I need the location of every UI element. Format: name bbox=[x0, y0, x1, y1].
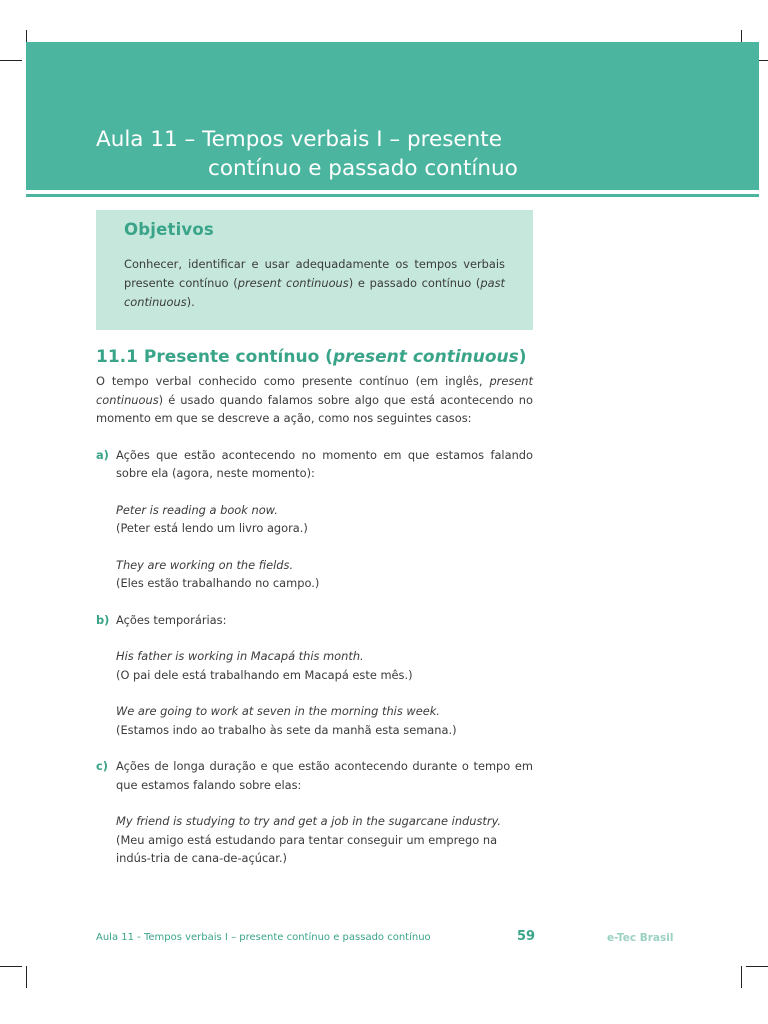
example bbox=[116, 702, 533, 739]
intro-paragraph bbox=[96, 372, 533, 428]
objectives-term: past continuous bbox=[124, 276, 505, 309]
example-translation: (Meu amigo está estudando para tentar conseguir um emprego na indús-tria de cana-de-açúcar.) bbox=[116, 832, 498, 865]
intro-text-part: ) é usado quando falamos sobre algo que está acontecendo no momento em que se descreve a ação, como nos seguintes casos: bbox=[96, 392, 533, 425]
objectives-text-part: Conhecer, identificar e usar adequadamente os tempos verbais presente contínuo ( bbox=[124, 257, 505, 290]
example-translation: (Eles estão trabalhando no campo.) bbox=[116, 576, 320, 590]
objectives-box bbox=[96, 210, 533, 330]
objectives-term: present continuous bbox=[237, 276, 349, 290]
section-heading-part: ) bbox=[518, 347, 527, 367]
example-english: We are going to work at seven in the morning this week. bbox=[116, 704, 440, 718]
example-translation: (Peter está lendo um livro agora.) bbox=[116, 521, 308, 535]
list-item-c bbox=[96, 757, 533, 868]
objectives-text-part: ). bbox=[186, 295, 195, 309]
page-number: 59 bbox=[517, 929, 536, 944]
list-marker: b) bbox=[96, 612, 110, 627]
list-marker: c) bbox=[96, 759, 108, 773]
crop-mark bbox=[0, 966, 22, 967]
example bbox=[116, 556, 533, 593]
example-english: They are working on the fields. bbox=[116, 557, 294, 572]
chapter-title bbox=[96, 125, 656, 183]
objectives-text bbox=[124, 255, 505, 312]
list-marker: a) bbox=[96, 447, 109, 462]
crop-mark bbox=[26, 966, 27, 988]
list-item-text: Ações de longa duração e que estão acontecendo durante o tempo em que estamos falando sobre elas: bbox=[116, 759, 533, 792]
section-content bbox=[96, 372, 533, 886]
objectives-text-part: ) e passado contínuo ( bbox=[348, 276, 481, 290]
intro-term: present continuous bbox=[96, 374, 533, 407]
header-divider bbox=[26, 194, 759, 197]
crop-mark bbox=[741, 966, 742, 988]
list-item-b bbox=[96, 611, 533, 740]
example-english: His father is working in Macapá this month. bbox=[116, 649, 364, 663]
example-translation: (Estamos indo ao trabalho às sete da manhã esta semana.) bbox=[116, 722, 457, 737]
chapter-title-line1: Aula 11 – Tempos verbais I – presente bbox=[96, 127, 502, 152]
crop-mark bbox=[0, 60, 22, 61]
example-english: Peter is reading a book now. bbox=[116, 502, 278, 517]
list-item-text: Ações que estão acontecendo no momento em que estamos falando sobre ela (agora, neste momento): bbox=[116, 447, 533, 480]
section-heading-term: present continuous bbox=[332, 347, 519, 367]
footer-chapter-label: Aula 11 - Tempos verbais I – presente contínuo e passado contínuo bbox=[96, 932, 431, 943]
chapter-title-line2: contínuo e passado contínuo bbox=[208, 156, 518, 181]
section-heading-part: 11.1 Presente contínuo ( bbox=[96, 347, 333, 367]
example bbox=[116, 501, 533, 538]
example-translation: (O pai dele está trabalhando em Macapá este mês.) bbox=[116, 667, 413, 682]
list-item-a bbox=[96, 446, 533, 593]
objectives-heading: Objetivos bbox=[124, 220, 214, 239]
example-english: My friend is studying to try and get a job in the sugarcane industry. bbox=[116, 814, 502, 828]
example bbox=[116, 812, 533, 868]
section-heading bbox=[96, 347, 536, 367]
intro-text-part: O tempo verbal conhecido como presente contínuo (em inglês, bbox=[96, 374, 490, 388]
list-item-text: Ações temporárias: bbox=[116, 612, 227, 627]
crop-mark bbox=[746, 966, 768, 967]
footer-brand: e-Tec Brasil bbox=[607, 932, 674, 944]
example bbox=[116, 647, 533, 684]
